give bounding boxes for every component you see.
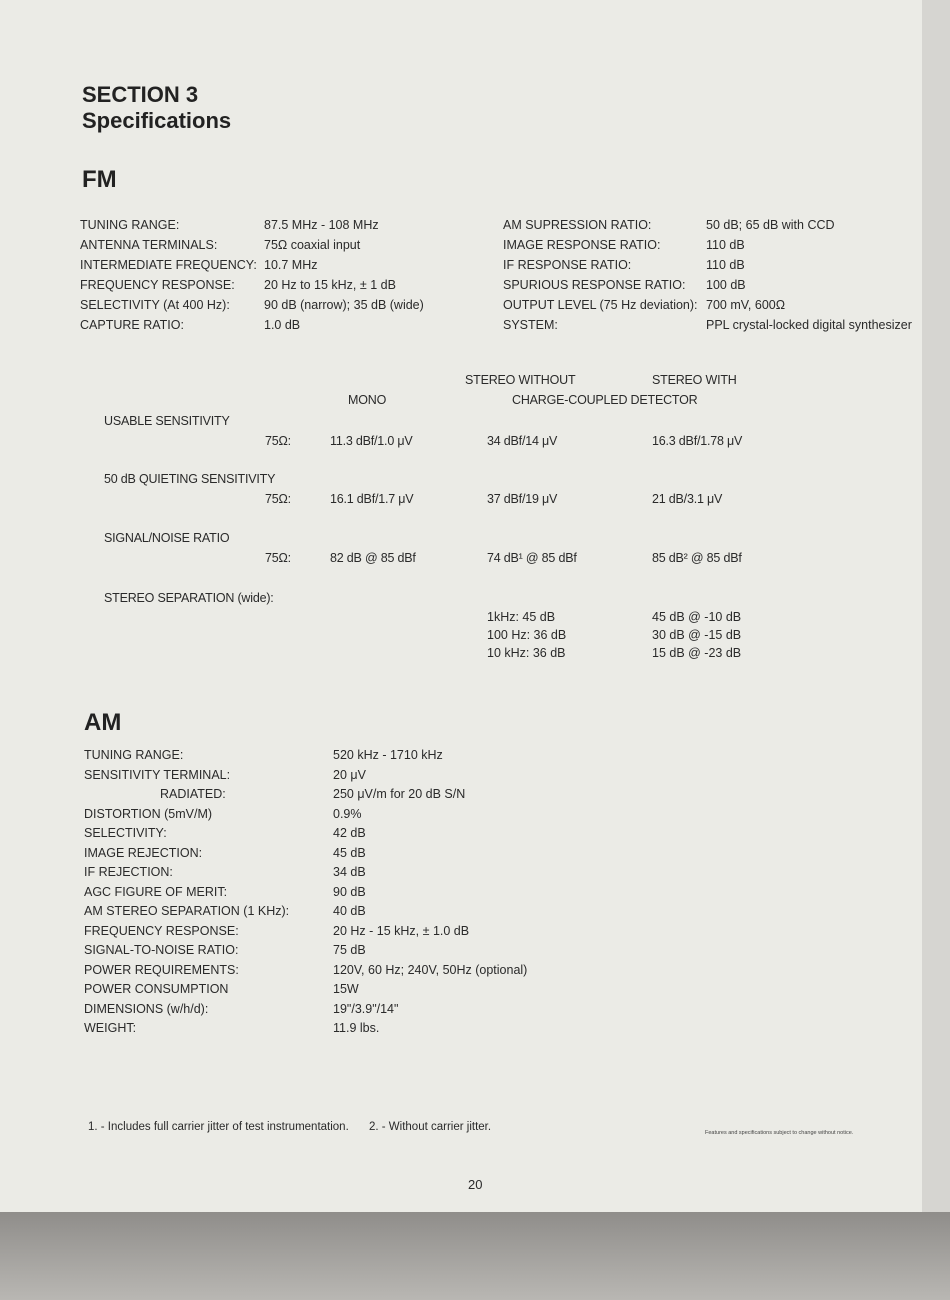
row-with-value: 16.3 dBf/1.78 μV	[652, 434, 743, 448]
page-edge-shadow	[922, 0, 950, 1212]
spec-label: INTERMEDIATE FREQUENCY:	[80, 258, 257, 272]
scan-background	[0, 1212, 950, 1300]
spec-value: 90 dB (narrow); 35 dB (wide)	[264, 298, 424, 312]
footnote-1: 1. - Includes full carrier jitter of test instrumentation.	[88, 1121, 349, 1133]
section-heading	[82, 82, 231, 134]
spec-label: IF RESPONSE RATIO:	[503, 258, 632, 272]
row-without-value: 37 dBf/19 μV	[487, 492, 558, 506]
spec-label: IMAGE REJECTION:	[84, 845, 203, 860]
spec-label: IMAGE RESPONSE RATIO:	[503, 238, 661, 252]
row-label-quieting-sensitivity: 50 dB QUIETING SENSITIVITY	[104, 472, 276, 486]
change-notice: Features and specifications subject to change without notice.	[705, 1130, 854, 1136]
spec-value: 700 mV, 600Ω	[706, 298, 786, 312]
spec-value: 100 dB	[706, 278, 746, 292]
row-mono-value: 16.1 dBf/1.7 μV	[330, 492, 414, 506]
fm-right-labels	[503, 215, 698, 335]
section-number: SECTION 3	[82, 82, 199, 107]
fm-heading: FM	[82, 166, 117, 193]
spec-value: 50 dB; 65 dB with CCD	[706, 218, 835, 232]
spec-label: AM STEREO SEPARATION (1 KHz):	[84, 904, 290, 918]
page-number: 20	[468, 1177, 483, 1192]
spec-value: 45 dB	[333, 845, 366, 860]
section-title: Specifications	[82, 108, 232, 133]
spec-value: 90 dB	[333, 884, 366, 899]
col-header-mono: MONO	[348, 393, 387, 407]
row-with-value: 85 dB² @ 85 dBf	[652, 551, 742, 565]
spec-value: 42 dB	[333, 826, 366, 840]
spec-value: 20 Hz - 15 kHz, ± 1.0 dB	[333, 923, 470, 938]
spec-label: RADIATED:	[160, 787, 226, 801]
spec-label: SENSITIVITY TERMINAL:	[84, 767, 231, 782]
spec-value: 10.7 MHz	[264, 258, 318, 272]
spec-label: SYSTEM:	[503, 318, 558, 332]
row-ohm: 75Ω:	[265, 551, 291, 565]
spec-value: 75 dB	[333, 943, 366, 957]
spec-label: TUNING RANGE:	[84, 748, 184, 762]
spec-label: SELECTIVITY:	[84, 826, 167, 840]
row-label-stereo-separation: STEREO SEPARATION (wide):	[104, 591, 274, 605]
spec-value: 0.9%	[333, 806, 362, 821]
row-without-value: 74 dB¹ @ 85 dBf	[487, 551, 577, 565]
spec-value: 19"/3.9"/14"	[333, 1001, 399, 1016]
spec-label: SELECTIVITY (At 400 Hz):	[80, 298, 230, 312]
row-label-usable-sensitivity: USABLE SENSITIVITY	[104, 414, 230, 428]
spec-value: 1.0 dB	[264, 318, 301, 332]
spec-value: 75Ω coaxial input	[264, 238, 361, 252]
am-heading: AM	[84, 709, 122, 736]
row-without-value: 34 dBf/14 μV	[487, 434, 558, 448]
separation-without-list	[487, 608, 566, 662]
fm-left-labels	[80, 215, 257, 335]
spec-value: 250 μV/m for 20 dB S/N	[333, 787, 466, 801]
row-mono-value: 11.3 dBf/1.0 μV	[330, 434, 413, 448]
spec-label: TUNING RANGE:	[80, 218, 180, 232]
spec-label: SPURIOUS RESPONSE RATIO:	[503, 278, 686, 292]
spec-label: SIGNAL-TO-NOISE RATIO:	[84, 943, 239, 957]
spec-value: 520 kHz - 1710 kHz	[333, 748, 443, 762]
spec-label: IF REJECTION:	[84, 865, 173, 879]
spec-value: 110 dB	[706, 238, 745, 252]
fm-right-values	[706, 215, 912, 335]
separation-with-item: 45 dB @ -10 dB	[652, 610, 742, 624]
row-ohm: 75Ω:	[265, 492, 291, 506]
spec-value: 11.9 lbs.	[333, 1021, 380, 1035]
separation-with-item: 30 dB @ -15 dB	[652, 628, 742, 642]
spec-label: FREQUENCY RESPONSE:	[80, 278, 235, 292]
row-label-signal-noise: SIGNAL/NOISE RATIO	[104, 531, 230, 545]
separation-without-item: 10 kHz: 36 dB	[487, 646, 566, 660]
am-labels	[84, 746, 289, 1039]
footnote-2: 2. - Without carrier jitter.	[369, 1121, 492, 1133]
spec-value: 34 dB	[333, 865, 366, 879]
separation-without-item: 1kHz: 45 dB	[487, 610, 556, 624]
spec-label: ANTENNA TERMINALS:	[80, 238, 218, 252]
separation-with-item: 15 dB @ -23 dB	[652, 646, 742, 660]
spec-value: 40 dB	[333, 904, 366, 918]
separation-without-item: 100 Hz: 36 dB	[487, 628, 567, 642]
spec-value: 87.5 MHz - 108 MHz	[264, 218, 379, 232]
col-header-stereo-without: STEREO WITHOUT	[465, 373, 576, 387]
am-values	[333, 746, 527, 1039]
col-header-ccd: CHARGE-COUPLED DETECTOR	[512, 393, 698, 407]
spec-label: POWER CONSUMPTION	[84, 982, 229, 996]
spec-label: CAPTURE RATIO:	[80, 318, 184, 332]
spec-value: 15W	[333, 982, 359, 996]
row-mono-value: 82 dB @ 85 dBf	[330, 551, 416, 565]
spec-value: 120V, 60 Hz; 240V, 50Hz (optional)	[333, 962, 528, 977]
spec-label: FREQUENCY RESPONSE:	[84, 923, 239, 938]
spec-label: POWER REQUIREMENTS:	[84, 962, 239, 977]
spec-label: AGC FIGURE OF MERIT:	[84, 884, 228, 899]
fm-left-values	[264, 215, 424, 335]
spec-value: PPL crystal-locked digital synthesizer	[706, 318, 912, 332]
spec-label: AM SUPRESSION RATIO:	[503, 218, 652, 232]
row-ohm: 75Ω:	[265, 434, 291, 448]
spec-label: OUTPUT LEVEL (75 Hz deviation):	[503, 298, 698, 312]
spec-value: 20 Hz to 15 kHz, ± 1 dB	[264, 278, 396, 292]
spec-label: WEIGHT:	[84, 1021, 137, 1035]
spec-value: 20 μV	[333, 767, 366, 782]
col-header-stereo-with: STEREO WITH	[652, 373, 737, 387]
spec-value: 110 dB	[706, 258, 745, 272]
spec-label: DISTORTION (5mV/M)	[84, 806, 213, 821]
spec-label: DIMENSIONS (w/h/d):	[84, 1001, 209, 1016]
row-with-value: 21 dB/3.1 μV	[652, 492, 723, 506]
separation-with-list	[652, 608, 741, 662]
